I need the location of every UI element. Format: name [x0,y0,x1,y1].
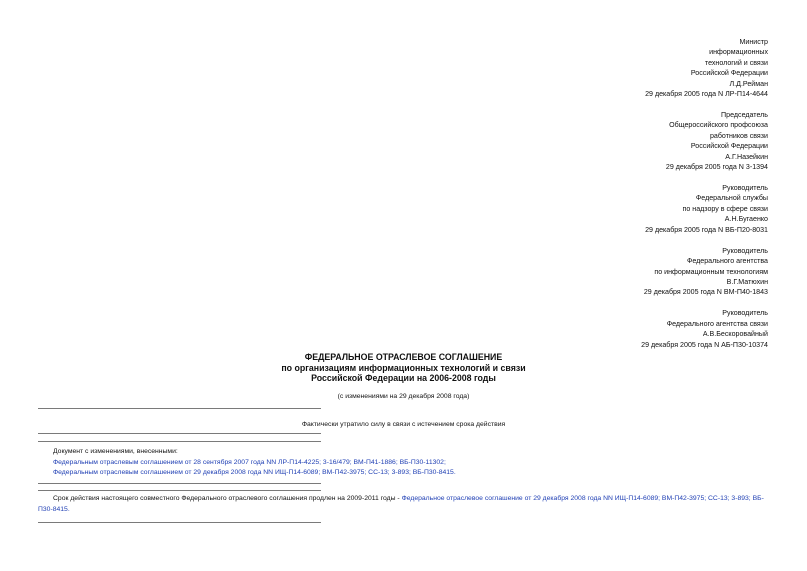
divider [38,433,321,434]
signatory-it-agency [641,246,768,298]
signatory-line: А.В.Бескоровайный [702,330,768,339]
amendment-link[interactable]: Федеральным отраслевым соглашением от 29 декабря 2008 года NN ИЩ-П14-6089; ВМ-П42-3975; СС-13; 3-893; ВБ-П30-8415. [53,469,456,477]
divider [38,522,321,523]
signatory-block [641,37,768,361]
title-line: по организациям информационных технологий и связи [281,362,526,373]
signatory-minister [641,37,768,99]
changes-note: (с изменениями на 29 декабря 2008 года) [337,393,470,400]
signatory-line: 29 декабря 2005 года N ВМ-П40-1843 [643,288,768,297]
signatory-line: 29 декабря 2005 года N АБ-П30-10374 [641,340,768,349]
document-title [0,352,807,384]
signatory-line: А.Н.Бугаенко [724,215,768,224]
signatory-supervision-service [641,183,768,235]
signatory-line: Российской Федерации [690,142,768,151]
signatory-line: Руководитель [722,246,768,255]
term-extension-link[interactable]: Федеральное отраслевое соглашение от 29 декабря 2008 года NN ИЩ-П14-6089; ВМ-П42-3975; СС-13; 3-893; ВБ-П30-8415. [38,495,764,513]
signatory-line: 29 декабря 2005 года N ВБ-П20-8031 [645,225,768,234]
signatory-line: Министр [739,38,768,46]
signatory-line: Председатель [721,111,768,120]
signatory-line: Общероссийского профсоюза [669,121,768,130]
term-extension-text: Срок действия настоящего совместного Федерального отраслевого соглашения продлен на 2009-2011 годы - [53,495,402,502]
signatory-line: Руководитель [722,184,768,193]
signatory-line: Федерального агентства связи [666,319,768,328]
amendments-heading: Документ с изменениями, внесенными: [53,448,178,455]
signatory-line: по информационным технологиям [654,267,768,276]
term-extension-paragraph [38,494,772,516]
signatory-line: Российской Федерации [690,69,768,78]
signatory-line: технологий и связи [704,58,768,67]
title-line: ФЕДЕРАЛЬНОЕ ОТРАСЛЕВОЕ СОГЛАШЕНИЕ [304,352,503,362]
signatory-line: В.Г.Матюхин [726,277,768,286]
signatory-line: работников связи [709,131,768,140]
divider [38,408,321,409]
signatory-line: А.Г.Назейкин [725,152,768,161]
signatory-line: Федеральной службы [695,194,768,203]
lost-force-note: Фактически утратило силу в связи с истечением срока действия [301,421,506,428]
signatory-line: Руководитель [722,309,768,318]
title-line: Российской Федерации на 2006-2008 годы [311,373,496,384]
signatory-communications-agency [641,308,768,350]
signatory-line: 29 декабря 2005 года N ЛР-П14-4644 [645,90,768,99]
amendment-link[interactable]: Федеральным отраслевым соглашением от 28 сентября 2007 года NN ЛР-П14-4225; 3-16/479; ВМ-П41-1886; ВБ-П30-11302; [53,458,446,466]
signatory-line: информационных [709,48,768,57]
signatory-union-chair [641,110,768,172]
signatory-line: Федерального агентства [686,257,768,266]
signatory-line: по надзору в сфере связи [682,204,768,213]
signatory-line: Л.Д.Рейман [729,79,768,88]
amendments-block [53,447,456,479]
divider [38,490,321,491]
signatory-line: 29 декабря 2005 года N 3-1394 [665,163,768,172]
divider [38,483,321,484]
divider [38,441,321,442]
